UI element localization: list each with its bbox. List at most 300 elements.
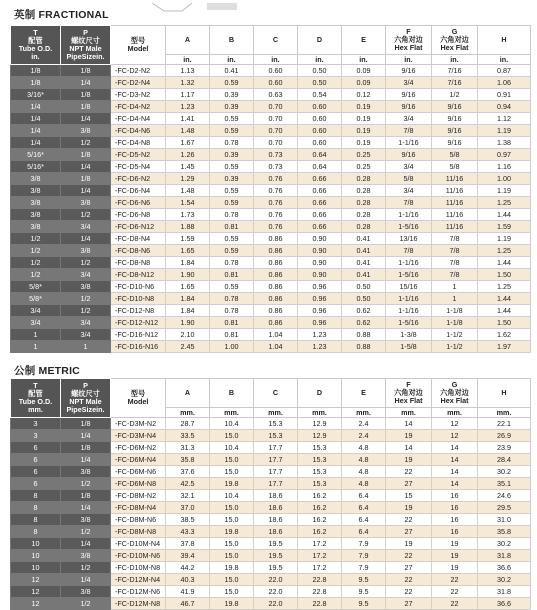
unit-a: mm. (166, 407, 210, 417)
cell-d: 12.9 (298, 430, 342, 442)
cell-f: 9/16 (386, 89, 432, 101)
cell-pipe-size: 3/8 (61, 466, 111, 478)
col-b-header: B (210, 26, 254, 55)
cell-e: 0.88 (342, 341, 386, 353)
table-row (11, 538, 531, 550)
cell-a: 37.6 (166, 466, 210, 478)
cell-b: 0.39 (210, 173, 254, 185)
table-row (11, 257, 531, 269)
cell-tube-od: 3/16* (11, 89, 61, 101)
cell-model: -FC-D6M-N6 (111, 466, 166, 478)
cell-model: -FC-D3M-N2 (111, 418, 166, 430)
cell-pipe-size: 1/2 (61, 598, 111, 610)
cell-h: 29.5 (478, 502, 531, 514)
cell-model: -FC-D5-N2 (111, 149, 166, 161)
cell-model: -FC-D6M-N2 (111, 442, 166, 454)
cell-b: 15.0 (210, 466, 254, 478)
cell-b: 15.0 (210, 430, 254, 442)
cell-c: 15.3 (254, 418, 298, 430)
cell-e: 9.5 (342, 598, 386, 610)
cell-f: 1-1/16 (386, 257, 432, 269)
cell-b: 15.0 (210, 538, 254, 550)
table-row (11, 173, 531, 185)
cell-b: 0.59 (210, 113, 254, 125)
table-row (11, 341, 531, 353)
cell-b: 15.0 (210, 550, 254, 562)
cell-g: 11/16 (432, 173, 478, 185)
table-row (11, 197, 531, 209)
cell-a: 1.48 (166, 125, 210, 137)
cell-f: 1-3/8 (386, 329, 432, 341)
cell-b: 0.59 (210, 125, 254, 137)
cell-model: -FC-D8M-N8 (111, 526, 166, 538)
cell-pipe-size: 1/8 (61, 89, 111, 101)
cell-b: 0.78 (210, 209, 254, 221)
cell-h: 1.19 (478, 125, 531, 137)
cell-a: 1.45 (166, 161, 210, 173)
unit-e: mm. (342, 407, 386, 417)
cell-tube-od: 3/8 (11, 221, 61, 233)
cell-d: 1.23 (298, 341, 342, 353)
cell-b: 19.8 (210, 478, 254, 490)
cell-d: 22.8 (298, 598, 342, 610)
cell-g: 1 (432, 281, 478, 293)
cell-model: -FC-D3-N2 (111, 89, 166, 101)
col-h-header: H (478, 379, 531, 408)
cell-d: 17.2 (298, 550, 342, 562)
table-row (11, 125, 531, 137)
cell-tube-od: 1 (11, 341, 61, 353)
cell-pipe-size: 1/4 (61, 454, 111, 466)
cell-f: 9/16 (386, 101, 432, 113)
cell-tube-od: 3 (11, 418, 61, 430)
cell-h: 1.44 (478, 209, 531, 221)
cell-c: 0.60 (254, 65, 298, 77)
cell-e: 0.62 (342, 317, 386, 329)
cell-a: 1.32 (166, 77, 210, 89)
cell-model: -FC-D8-N4 (111, 233, 166, 245)
cell-pipe-size: 1/2 (61, 209, 111, 221)
cell-model: -FC-D8M-N2 (111, 490, 166, 502)
cell-f: 7/8 (386, 125, 432, 137)
table-row (11, 430, 531, 442)
cell-d: 0.60 (298, 101, 342, 113)
cell-pipe-size: 1/4 (61, 113, 111, 125)
col-f-header: F 六角对边 Hex Flat (386, 26, 432, 55)
cell-d: 0.50 (298, 65, 342, 77)
cell-b: 0.59 (210, 197, 254, 209)
cell-f: 1-5/16 (386, 221, 432, 233)
cell-d: 15.3 (298, 442, 342, 454)
cell-model: -FC-D2-N2 (111, 65, 166, 77)
pipe-size-header: P 螺纹尺寸 NPT Male PipeSizein. (61, 26, 111, 65)
metric-table (10, 378, 531, 610)
cell-b: 15.0 (210, 502, 254, 514)
cell-c: 0.76 (254, 185, 298, 197)
cell-c: 18.6 (254, 490, 298, 502)
cell-model: -FC-D12M-N4 (111, 574, 166, 586)
cell-g: 9/16 (432, 101, 478, 113)
cell-a: 40.3 (166, 574, 210, 586)
cell-c: 17.7 (254, 478, 298, 490)
cell-pipe-size: 1/8 (61, 418, 111, 430)
cell-g: 19 (432, 562, 478, 574)
cell-model: -FC-D8M-N4 (111, 502, 166, 514)
cell-g: 12 (432, 430, 478, 442)
table-row (11, 466, 531, 478)
cell-a: 1.29 (166, 173, 210, 185)
cell-a: 1.65 (166, 281, 210, 293)
cell-a: 1.90 (166, 317, 210, 329)
cell-d: 0.66 (298, 197, 342, 209)
cell-tube-od: 3/8 (11, 197, 61, 209)
cell-c: 19.5 (254, 562, 298, 574)
cell-c: 0.76 (254, 197, 298, 209)
cell-e: 4.8 (342, 454, 386, 466)
cell-b: 19.8 (210, 598, 254, 610)
cell-d: 0.96 (298, 305, 342, 317)
cell-g: 7/16 (432, 65, 478, 77)
cell-a: 39.4 (166, 550, 210, 562)
cell-a: 35.8 (166, 454, 210, 466)
cell-a: 32.1 (166, 490, 210, 502)
cell-g: 22 (432, 574, 478, 586)
cell-c: 15.3 (254, 430, 298, 442)
table-row (11, 113, 531, 125)
cell-model: -FC-D16-N16 (111, 341, 166, 353)
cell-tube-od: 10 (11, 562, 61, 574)
cell-pipe-size: 3/8 (61, 125, 111, 137)
cell-c: 0.86 (254, 269, 298, 281)
cell-f: 27 (386, 478, 432, 490)
cell-d: 16.2 (298, 526, 342, 538)
cell-d: 0.90 (298, 233, 342, 245)
cell-h: 35.1 (478, 478, 531, 490)
cell-model: -FC-D12-N8 (111, 305, 166, 317)
cell-a: 1.65 (166, 245, 210, 257)
cell-c: 0.86 (254, 293, 298, 305)
cell-g: 1-1/2 (432, 329, 478, 341)
cell-e: 0.41 (342, 257, 386, 269)
cell-f: 1-1/16 (386, 293, 432, 305)
cell-e: 9.5 (342, 574, 386, 586)
cell-g: 9/16 (432, 113, 478, 125)
cell-tube-od: 3/4 (11, 317, 61, 329)
cell-model: -FC-D10M-N6 (111, 550, 166, 562)
cell-c: 0.73 (254, 149, 298, 161)
table-row (11, 490, 531, 502)
cell-a: 37.0 (166, 502, 210, 514)
cell-f: 27 (386, 562, 432, 574)
cell-d: 16.2 (298, 502, 342, 514)
cell-g: 14 (432, 478, 478, 490)
cell-b: 19.8 (210, 526, 254, 538)
table-row (11, 89, 531, 101)
cell-b: 0.78 (210, 257, 254, 269)
cell-d: 22.8 (298, 574, 342, 586)
cell-c: 0.63 (254, 89, 298, 101)
table-row (11, 221, 531, 233)
cell-tube-od: 8 (11, 526, 61, 538)
cell-a: 42.5 (166, 478, 210, 490)
cell-model: -FC-D8-N8 (111, 257, 166, 269)
cell-h: 23.9 (478, 442, 531, 454)
cell-c: 0.70 (254, 101, 298, 113)
cell-e: 7.9 (342, 562, 386, 574)
table-row (11, 502, 531, 514)
cell-f: 1-5/8 (386, 341, 432, 353)
cell-b: 0.81 (210, 317, 254, 329)
cell-g: 1 (432, 293, 478, 305)
table-row (11, 317, 531, 329)
cell-tube-od: 5/16* (11, 161, 61, 173)
cell-d: 0.96 (298, 293, 342, 305)
cell-pipe-size: 1/4 (61, 574, 111, 586)
cell-c: 18.6 (254, 514, 298, 526)
cell-a: 46.7 (166, 598, 210, 610)
cell-c: 0.70 (254, 113, 298, 125)
cell-c: 0.70 (254, 137, 298, 149)
cell-a: 1.67 (166, 137, 210, 149)
cell-a: 1.73 (166, 209, 210, 221)
cell-c: 1.04 (254, 341, 298, 353)
cell-f: 15/16 (386, 281, 432, 293)
cell-d: 0.96 (298, 281, 342, 293)
cell-tube-od: 12 (11, 598, 61, 610)
cell-a: 1.88 (166, 221, 210, 233)
cell-e: 6.4 (342, 526, 386, 538)
cell-pipe-size: 1/4 (61, 233, 111, 245)
cell-g: 16 (432, 514, 478, 526)
cell-pipe-size: 1/2 (61, 526, 111, 538)
cell-tube-od: 1/2 (11, 245, 61, 257)
unit-b: mm. (210, 407, 254, 417)
cell-h: 22.1 (478, 418, 531, 430)
cell-a: 1.26 (166, 149, 210, 161)
col-d-header: D (298, 379, 342, 408)
cell-d: 15.3 (298, 466, 342, 478)
cell-f: 1-5/16 (386, 317, 432, 329)
cell-h: 0.94 (478, 101, 531, 113)
cell-tube-od: 6 (11, 466, 61, 478)
cell-pipe-size: 3/8 (61, 197, 111, 209)
table-row (11, 77, 531, 89)
table-row (11, 137, 531, 149)
cell-model: -FC-D6-N12 (111, 221, 166, 233)
cell-h: 0.87 (478, 65, 531, 77)
table-row (11, 233, 531, 245)
cell-d: 0.60 (298, 137, 342, 149)
cell-c: 17.7 (254, 466, 298, 478)
cell-e: 0.19 (342, 113, 386, 125)
unit-d: in. (298, 54, 342, 64)
cell-e: 7.9 (342, 538, 386, 550)
cell-b: 0.81 (210, 269, 254, 281)
cell-h: 0.97 (478, 149, 531, 161)
cell-h: 28.4 (478, 454, 531, 466)
unit-f: mm. (386, 407, 432, 417)
cell-b: 0.78 (210, 293, 254, 305)
cell-f: 1-1/16 (386, 305, 432, 317)
col-c-header: C (254, 26, 298, 55)
unit-h: mm. (478, 407, 531, 417)
cell-e: 0.50 (342, 293, 386, 305)
table-row (11, 418, 531, 430)
cell-model: -FC-D6M-N4 (111, 454, 166, 466)
cell-d: 0.90 (298, 257, 342, 269)
cell-g: 7/8 (432, 233, 478, 245)
cell-e: 0.09 (342, 77, 386, 89)
cell-model: -FC-D10M-N4 (111, 538, 166, 550)
fractional-table (10, 25, 531, 353)
cell-e: 4.8 (342, 466, 386, 478)
table-row (11, 329, 531, 341)
cell-c: 22.0 (254, 586, 298, 598)
cell-g: 11/16 (432, 209, 478, 221)
cell-b: 0.78 (210, 137, 254, 149)
cell-f: 3/4 (386, 77, 432, 89)
cell-h: 1.06 (478, 77, 531, 89)
table-row (11, 149, 531, 161)
col-g-header: G 六角对边 Hex Flat (432, 379, 478, 408)
cell-tube-od: 6 (11, 478, 61, 490)
cell-f: 15 (386, 490, 432, 502)
cell-f: 7/8 (386, 245, 432, 257)
cell-d: 0.90 (298, 245, 342, 257)
cell-e: 0.62 (342, 305, 386, 317)
unit-b: in. (210, 54, 254, 64)
cell-f: 5/8 (386, 173, 432, 185)
cell-g: 14 (432, 454, 478, 466)
cell-c: 0.86 (254, 245, 298, 257)
cell-a: 1.13 (166, 65, 210, 77)
cell-tube-od: 1/4 (11, 137, 61, 149)
cell-pipe-size: 1/4 (61, 502, 111, 514)
cell-g: 1-1/8 (432, 305, 478, 317)
cell-d: 15.3 (298, 454, 342, 466)
cell-pipe-size: 3/8 (61, 586, 111, 598)
cell-h: 1.50 (478, 269, 531, 281)
cell-g: 9/16 (432, 125, 478, 137)
cell-a: 28.7 (166, 418, 210, 430)
cell-d: 16.2 (298, 490, 342, 502)
cell-e: 0.28 (342, 173, 386, 185)
model-header: 型号 Model (111, 379, 166, 418)
cell-b: 0.39 (210, 89, 254, 101)
cell-model: -FC-D12-N12 (111, 317, 166, 329)
cell-g: 11/16 (432, 221, 478, 233)
unit-a: in. (166, 54, 210, 64)
table-row (11, 65, 531, 77)
cell-b: 1.00 (210, 341, 254, 353)
cell-g: 7/8 (432, 269, 478, 281)
tube-od-header: T 配管 Tube O.D. in. (11, 26, 61, 65)
cell-d: 1.23 (298, 329, 342, 341)
cell-a: 1.84 (166, 305, 210, 317)
cell-tube-od: 3/4 (11, 305, 61, 317)
cell-h: 30.2 (478, 538, 531, 550)
cell-tube-od: 1/4 (11, 101, 61, 113)
cell-pipe-size: 1/4 (61, 185, 111, 197)
cell-pipe-size: 3/8 (61, 514, 111, 526)
cell-d: 0.54 (298, 89, 342, 101)
cell-c: 0.86 (254, 305, 298, 317)
table-row (11, 442, 531, 454)
cell-c: 0.76 (254, 173, 298, 185)
cell-pipe-size: 1/2 (61, 478, 111, 490)
cell-h: 1.19 (478, 233, 531, 245)
cell-pipe-size: 1/8 (61, 149, 111, 161)
cell-d: 0.66 (298, 221, 342, 233)
cell-pipe-size: 3/8 (61, 550, 111, 562)
cell-f: 14 (386, 418, 432, 430)
cell-tube-od: 1/4 (11, 113, 61, 125)
cell-pipe-size: 1/4 (61, 77, 111, 89)
cell-f: 1-1/16 (386, 137, 432, 149)
unit-g: mm. (432, 407, 478, 417)
unit-d: mm. (298, 407, 342, 417)
cell-model: -FC-D6-N6 (111, 197, 166, 209)
cell-c: 22.0 (254, 598, 298, 610)
cell-tube-od: 1/8 (11, 77, 61, 89)
cell-model: -FC-D5-N4 (111, 161, 166, 173)
cell-e: 0.28 (342, 209, 386, 221)
cell-g: 7/8 (432, 245, 478, 257)
cell-pipe-size: 1/8 (61, 490, 111, 502)
cell-g: 5/8 (432, 161, 478, 173)
cell-g: 14 (432, 442, 478, 454)
table-row (11, 550, 531, 562)
cell-g: 9/16 (432, 137, 478, 149)
cell-h: 1.00 (478, 173, 531, 185)
cell-h: 35.8 (478, 526, 531, 538)
cell-e: 0.41 (342, 245, 386, 257)
cell-b: 10.4 (210, 490, 254, 502)
cell-b: 15.0 (210, 514, 254, 526)
cell-f: 3/4 (386, 185, 432, 197)
col-d-header: D (298, 26, 342, 55)
cell-model: -FC-D10M-N8 (111, 562, 166, 574)
col-e-header: E (342, 26, 386, 55)
table-row (11, 245, 531, 257)
cell-model: -FC-D6-N2 (111, 173, 166, 185)
col-c-header: C (254, 379, 298, 408)
cell-b: 0.59 (210, 185, 254, 197)
cell-b: 0.81 (210, 221, 254, 233)
col-e-header: E (342, 379, 386, 408)
cell-e: 0.19 (342, 137, 386, 149)
cell-a: 1.90 (166, 269, 210, 281)
cell-model: -FC-D3M-N4 (111, 430, 166, 442)
cell-d: 15.3 (298, 478, 342, 490)
cell-h: 36.6 (478, 598, 531, 610)
cell-tube-od: 6 (11, 454, 61, 466)
cell-g: 7/16 (432, 77, 478, 89)
cell-pipe-size: 1 (61, 341, 111, 353)
cell-e: 6.4 (342, 514, 386, 526)
unit-g: in. (432, 54, 478, 64)
cell-h: 1.16 (478, 161, 531, 173)
cell-h: 1.59 (478, 221, 531, 233)
cell-g: 7/8 (432, 257, 478, 269)
cell-pipe-size: 1/4 (61, 538, 111, 550)
cell-pipe-size: 3/8 (61, 245, 111, 257)
cell-pipe-size: 3/4 (61, 317, 111, 329)
cell-b: 15.0 (210, 574, 254, 586)
cell-tube-od: 3/8 (11, 185, 61, 197)
cell-g: 22 (432, 586, 478, 598)
metric-table-body (11, 418, 531, 610)
